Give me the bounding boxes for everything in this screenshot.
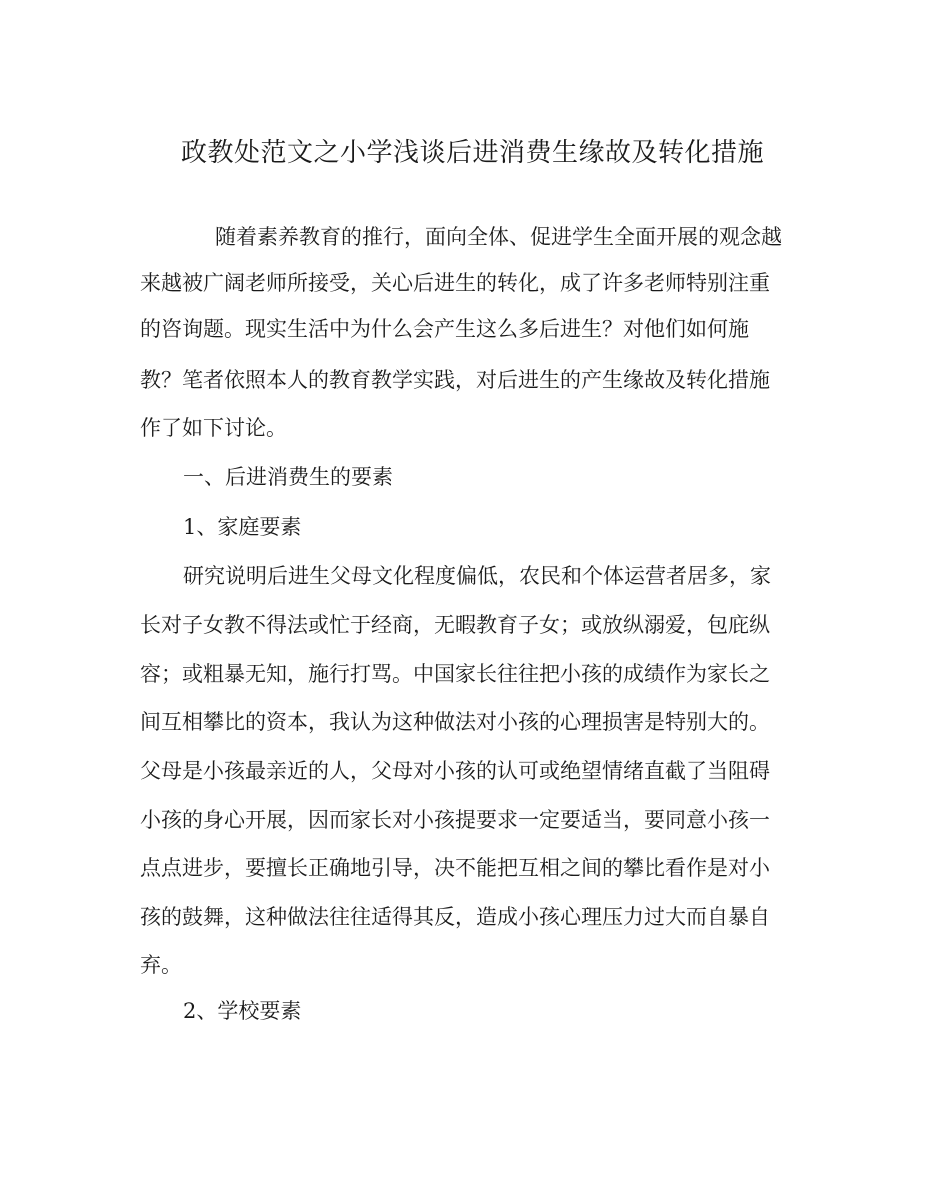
paragraph-line: 的咨询题。现实生活中为什么会产生这么多后进生？对他们如何施	[140, 317, 749, 341]
paragraph-line: 来越被广阔老师所接受，关心后进生的转化，成了许多老师特别注重	[140, 271, 770, 295]
paragraph-line: 孩的鼓舞，这种做法往往适得其反，造成小孩心理压力过大而自暴自	[140, 905, 770, 929]
paragraph-line: 小孩的身心开展，因而家长对小孩提要求一定要适当，要同意小孩一	[140, 808, 770, 832]
paragraph-line: 点点进步，要擅长正确地引导，决不能把互相之间的攀比看作是对小	[140, 856, 770, 880]
section-heading: 一、后进消费生的要素	[183, 465, 393, 489]
paragraph-line: 随着素养教育的推行，面向全体、促进学生全面开展的观念越	[215, 225, 782, 249]
paragraph-line: 父母是小孩最亲近的人，父母对小孩的认可或绝望情绪直截了当阻碍	[140, 759, 770, 783]
paragraph-line: 间互相攀比的资本，我认为这种做法对小孩的心理损害是特别大的。	[140, 710, 770, 734]
paragraph-line: 研究说明后进生父母文化程度偏低，农民和个体运营者居多，家	[183, 564, 771, 588]
paragraph-line: 容；或粗暴无知，施行打骂。中国家长往往把小孩的成绩作为家长之	[140, 662, 770, 686]
paragraph-line: 作了如下讨论。	[140, 416, 287, 440]
paragraph-line: 教？笔者依照本人的教育教学实践，对后进生的产生缘故及转化措施	[140, 368, 770, 392]
document-title: 政教处范文之小学浅谈后进消费生缘故及转化措施	[180, 138, 764, 168]
subsection-heading: 1、家庭要素	[183, 515, 302, 539]
paragraph-line: 长对子女教不得法或忙于经商，无暇教育子女；或放纵溺爱，包庇纵	[140, 613, 770, 637]
subsection-heading: 2、学校要素	[183, 999, 302, 1023]
paragraph-line: 弃。	[140, 953, 182, 977]
